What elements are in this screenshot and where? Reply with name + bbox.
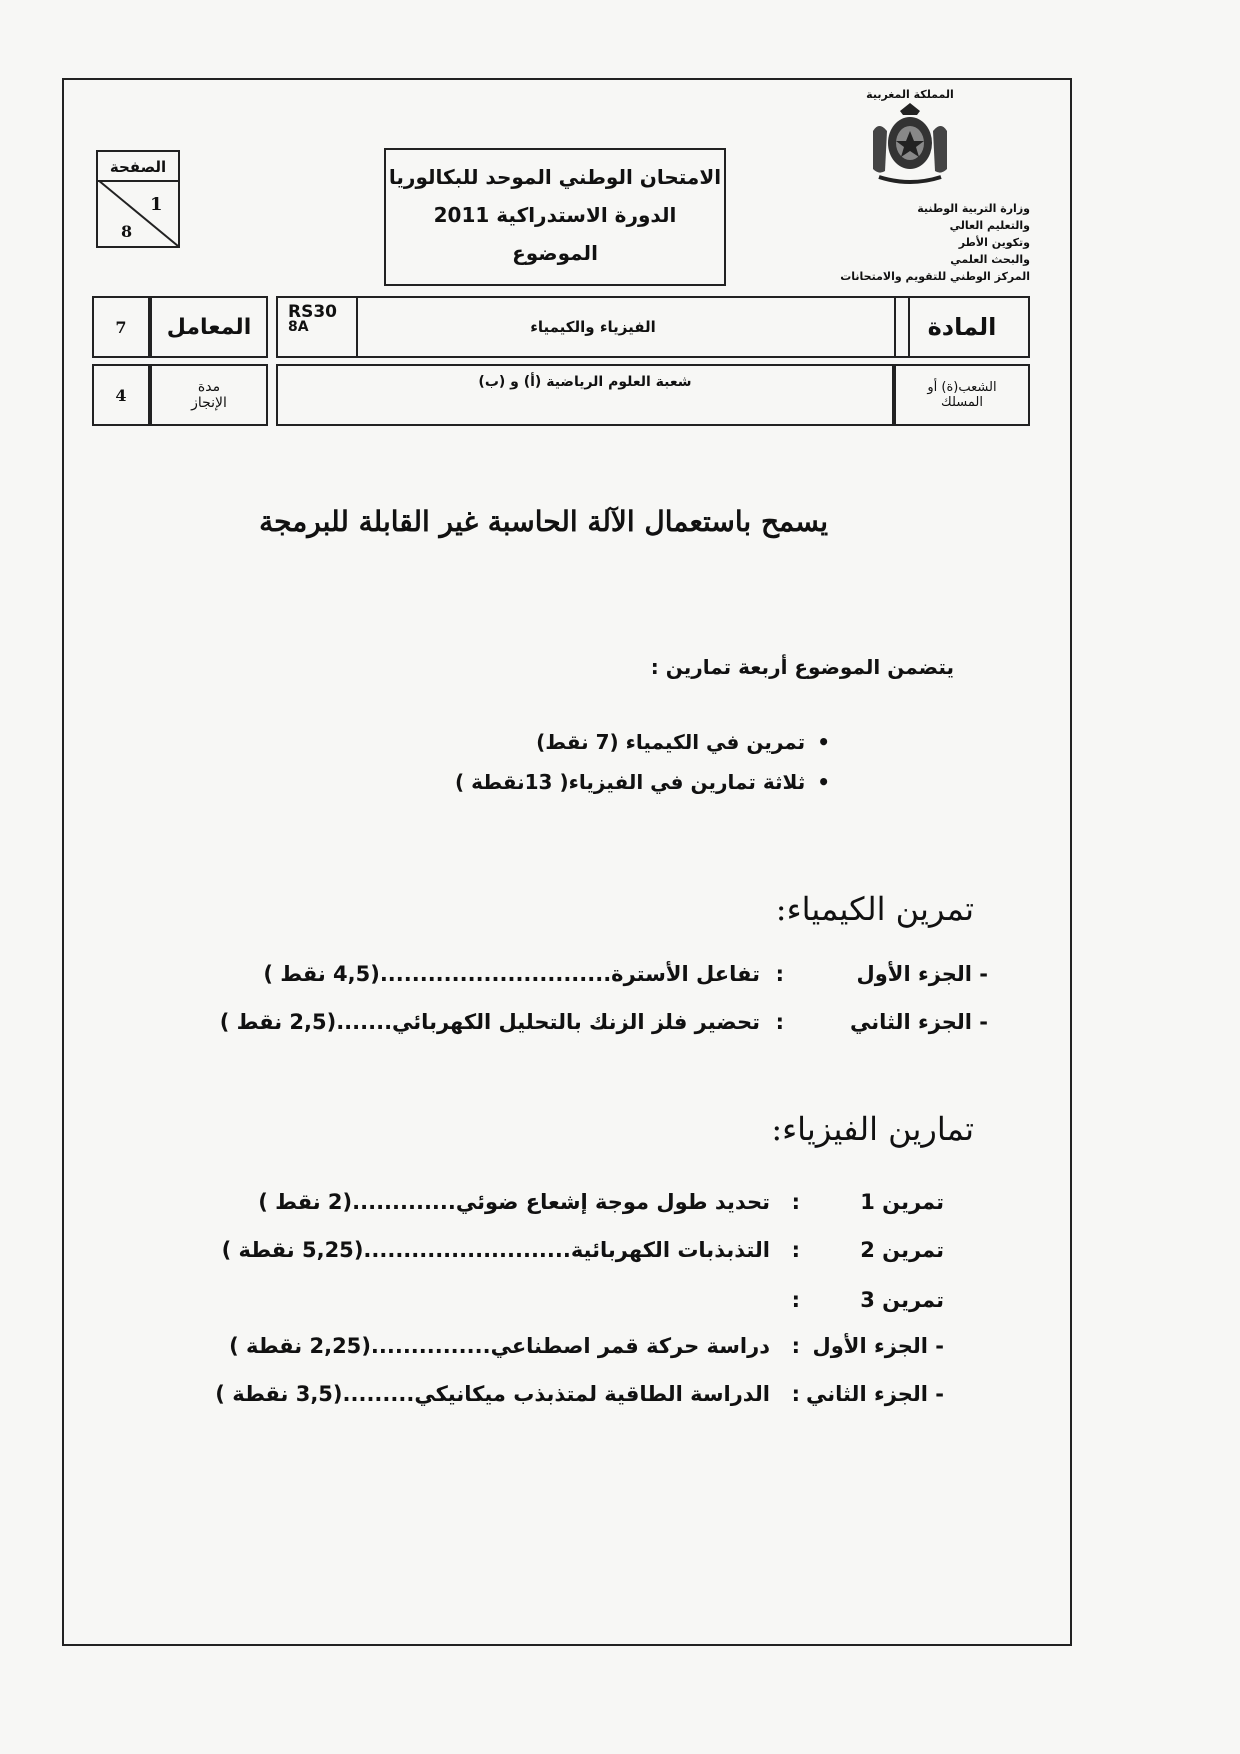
physics-item-text: دراسة حركة قمر اصطناعي...............(2,25 نقطة ) bbox=[229, 1334, 770, 1358]
physics-section-title: تمارين الفيزياء: bbox=[771, 1110, 974, 1148]
physics-item-label: تمرين 3 bbox=[860, 1288, 944, 1312]
branch-cell bbox=[276, 364, 894, 426]
ministry-line: المركز الوطني للتقويم والامتحانات bbox=[840, 270, 1030, 283]
exam-session: الدورة الاستدراكية 2011 bbox=[433, 203, 677, 227]
physics-item-text: تحديد طول موجة إشعاع ضوئي.............(2 نقط ) bbox=[258, 1190, 770, 1214]
physics-item-text: التذبذبات الكهربائية..........................(5,25 نقطة ) bbox=[221, 1238, 770, 1262]
exam-contents-intro: يتضمن الموضوع أربعة تمارين : bbox=[650, 655, 954, 679]
ministry-line: وتكوين الأطر bbox=[958, 236, 1030, 249]
physics-item-sep: : bbox=[791, 1382, 800, 1406]
chemistry-section-title: تمرين الكيمياء: bbox=[775, 890, 974, 928]
branch-label-line: المسلك bbox=[941, 395, 983, 410]
branch-label-line: الشعب(ة) أو bbox=[927, 380, 997, 395]
chemistry-part-label: - الجزء الثاني bbox=[849, 1010, 988, 1034]
subject-label: المادة bbox=[894, 296, 1030, 358]
physics-item-label: - الجزء الأول bbox=[812, 1334, 944, 1358]
physics-item-label: تمرين 1 bbox=[860, 1190, 944, 1214]
bullet-physics: • ثلاثة تمارين في الفيزياء( 13نقطة ) bbox=[455, 770, 830, 794]
exam-code: RS30 bbox=[288, 302, 337, 322]
branch-value: شعبة العلوم الرياضية (أ) و (ب) bbox=[478, 374, 692, 390]
coefficient-label: المعامل bbox=[150, 296, 268, 358]
physics-item-sep: : bbox=[791, 1334, 800, 1358]
exam-title-box bbox=[384, 148, 726, 286]
subject-value: الفيزياء والكيمياء bbox=[530, 318, 656, 336]
physics-item-sep: : bbox=[791, 1190, 800, 1214]
ministry-line: وزارة التربية الوطنية bbox=[917, 202, 1030, 215]
subject-cell bbox=[276, 296, 910, 358]
ministry-line: والبحث العلمي bbox=[950, 253, 1030, 266]
bullet-chemistry: • تمرين في الكيمياء (7 نقط) bbox=[536, 730, 830, 754]
exam-code-box bbox=[276, 296, 358, 358]
kingdom-emblem bbox=[852, 88, 968, 191]
chemistry-part-sep: : bbox=[775, 1010, 784, 1034]
duration-label-line: مدة bbox=[197, 379, 221, 395]
exam-subject-word: الموضوع bbox=[512, 241, 598, 265]
chemistry-part-sep: : bbox=[775, 962, 784, 986]
chemistry-part-label: - الجزء الأول bbox=[856, 962, 988, 986]
duration-label-line: الإنجاز bbox=[191, 395, 227, 411]
physics-item-sep: : bbox=[791, 1238, 800, 1262]
physics-item-label: - الجزء الثاني bbox=[805, 1382, 944, 1406]
page-label: الصفحة bbox=[98, 154, 178, 182]
page-number-box bbox=[96, 150, 180, 248]
page-total: 8 bbox=[121, 222, 133, 241]
chemistry-part-text: تفاعل الأسترة.............................(4,5 نقط ) bbox=[263, 962, 760, 986]
duration-value: 4 bbox=[92, 364, 150, 426]
kingdom-name: المملكة المغربية bbox=[866, 88, 954, 101]
coat-of-arms-icon bbox=[865, 101, 955, 187]
exam-title: الامتحان الوطني الموحد للبكالوريا bbox=[388, 165, 722, 189]
chemistry-part-text: تحضير فلز الزنك بالتحليل الكهربائي.......(2,5 نقط ) bbox=[219, 1010, 760, 1034]
ministry-block bbox=[792, 200, 1030, 285]
physics-item-sep: : bbox=[791, 1288, 800, 1312]
branch-label bbox=[894, 364, 1030, 426]
page-divider-diagonal bbox=[98, 180, 178, 246]
page-current: 1 bbox=[150, 194, 163, 215]
coefficient-value: 7 bbox=[92, 296, 150, 358]
calculator-note: يسمح باستعمال الآلة الحاسبة غير القابلة للبرمجة bbox=[259, 505, 828, 538]
physics-item-text: الدراسة الطاقية لمتذبذب ميكانيكي.........(3,5 نقطة ) bbox=[215, 1382, 770, 1406]
physics-item-label: تمرين 2 bbox=[860, 1238, 944, 1262]
exam-code-sub: 8A bbox=[288, 319, 309, 335]
duration-label bbox=[150, 364, 268, 426]
ministry-line: والتعليم العالي bbox=[949, 219, 1030, 232]
